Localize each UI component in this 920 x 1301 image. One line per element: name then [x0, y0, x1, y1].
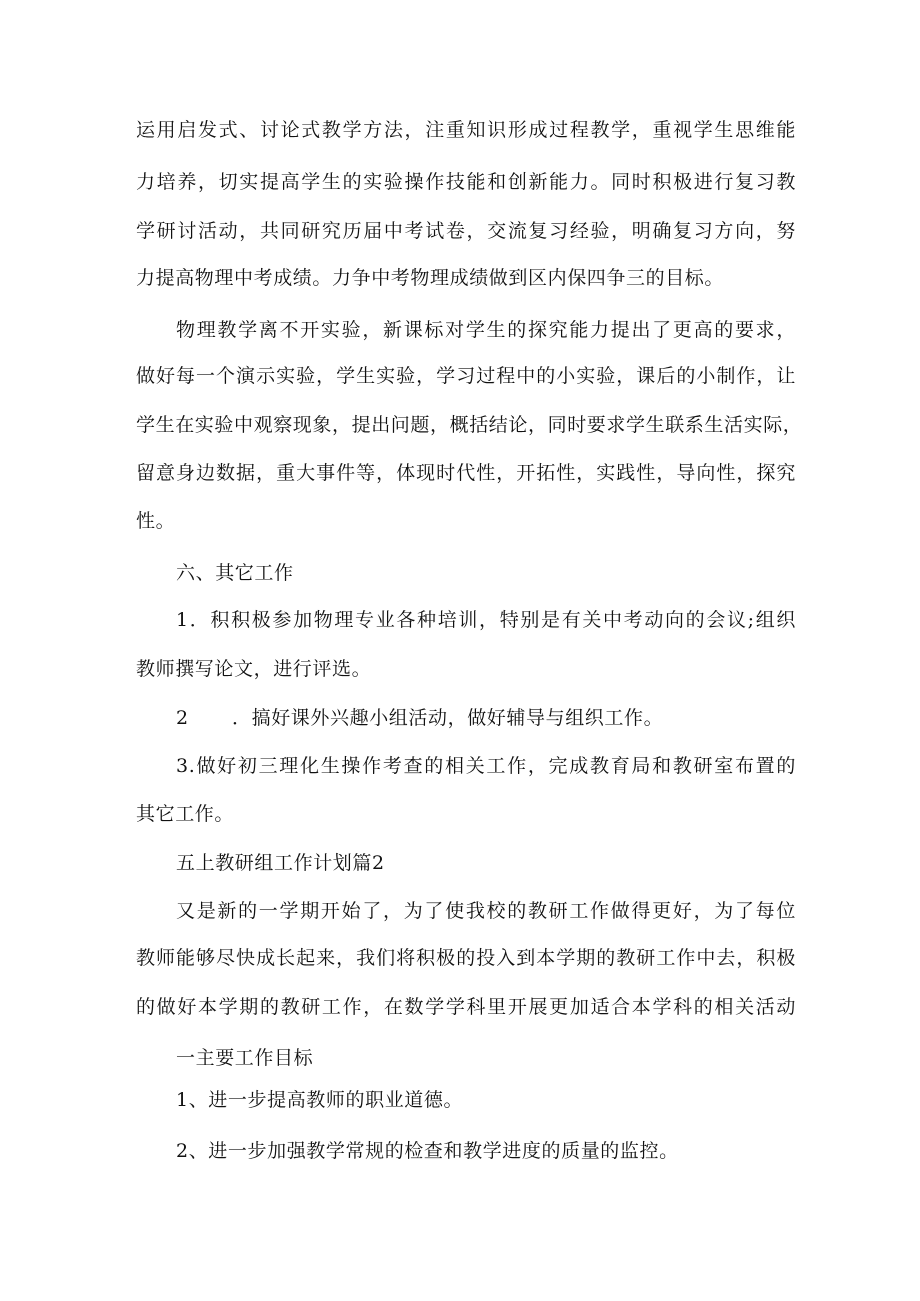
paragraph-line: 做好每一个演示实验，学生实验，学习过程中的小实验，课后的小制作，让: [136, 365, 796, 387]
paragraph-line: 力提高物理中考成绩。力争中考物理成绩做到区内保四争三的目标。: [136, 267, 725, 289]
paragraph-line: 学生在实验中观察现象，提出问题，概括结论，同时要求学生联系生活实际，: [136, 414, 803, 436]
paragraph-line: 性。: [136, 510, 176, 532]
paragraph-line: 运用启发式、讨论式教学方法，注重知识形成过程教学，重视学生思维能: [136, 119, 796, 141]
list-item: 1、进一步提高教师的职业道德。: [176, 1089, 464, 1111]
list-item-line: 3.做好初三理化生操作考查的相关工作，完成教育局和教研室布置的: [176, 755, 796, 777]
list-item-text: ．搞好课外兴趣小组活动，做好辅导与组织工作。: [232, 707, 664, 729]
list-item: [176, 706, 796, 730]
paragraph-line: 物理教学离不开实验，新课标对学生的探究能力提出了更高的要求，: [176, 319, 796, 341]
section-heading: 六、其它工作: [176, 562, 294, 584]
paragraph-line: 的做好本学期的教研工作，在数学学科里开展更加适合本学科的相关活动: [136, 996, 796, 1018]
article-title: 五上教研组工作计划篇2: [176, 852, 385, 874]
list-item-line: 其它工作。: [136, 803, 235, 825]
section-heading: 一主要工作目标: [176, 1047, 314, 1069]
paragraph-line: 教师能够尽快成长起来，我们将积极的投入到本学期的教研工作中去，积极: [136, 947, 796, 969]
list-item-line: 教师撰写论文，进行评选。: [136, 658, 372, 680]
paragraph-line: 留意身边数据，重大事件等，体现时代性，开拓性，实践性，导向性，探究: [136, 462, 796, 484]
paragraph-line: 又是新的一学期开始了，为了使我校的教研工作做得更好，为了每位: [176, 900, 796, 922]
list-item-line: 1．积积极参加物理专业各种培训，特别是有关中考动向的会议;组织: [176, 609, 796, 631]
list-item-number: 2: [176, 707, 189, 729]
paragraph-line: 力培养，切实提高学生的实验操作技能和创新能力。同时积极进行复习教: [136, 171, 796, 193]
list-item: 2、进一步加强教学常规的检查和教学进度的质量的监控。: [176, 1140, 679, 1162]
paragraph-line: 学研讨活动，共同研究历届中考试卷，交流复习经验，明确复习方向，努: [136, 220, 796, 242]
